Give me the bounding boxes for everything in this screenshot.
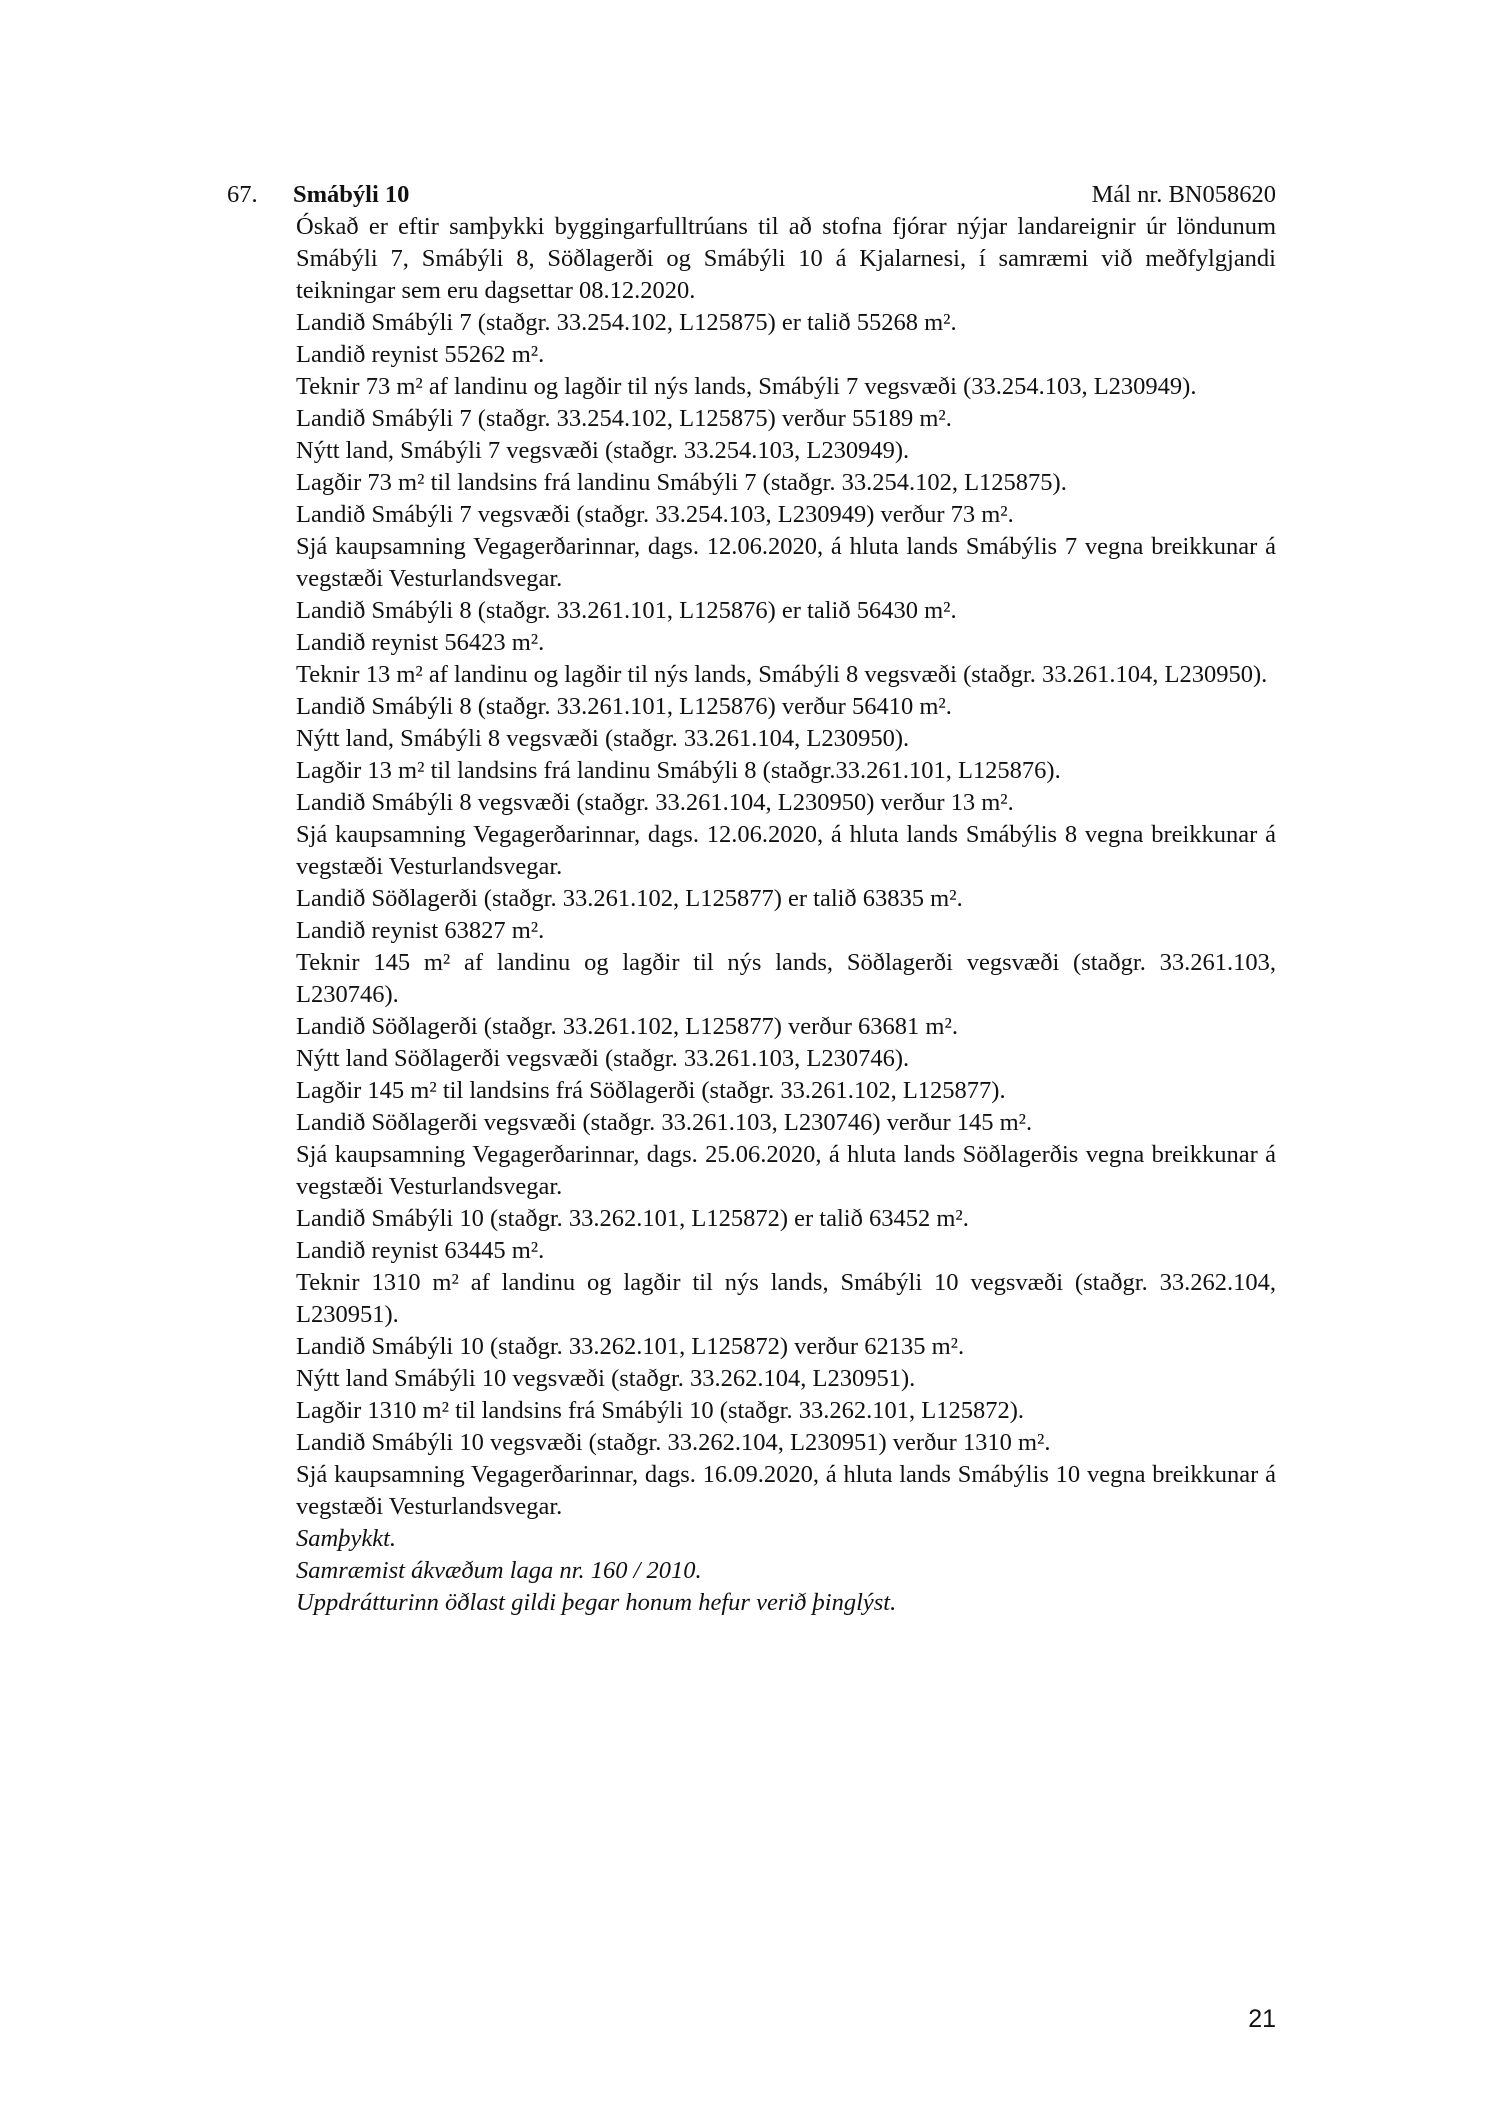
decision-registration-note: Uppdrátturinn öðlast gildi þegar honum hefur verið þinglýst. — [296, 1589, 897, 1616]
paragraph: Landið Smábýli 8 vegsvæði (staðgr. 33.261.104, L230950) verður 13 m². — [296, 789, 1014, 816]
item-number: 67. — [227, 181, 258, 208]
paragraph: Landið Söðlagerði vegsvæði (staðgr. 33.261.103, L230746) verður 145 m². — [296, 1109, 1033, 1136]
paragraph: Sjá kaupsamning Vegagerðarinnar, dags. 25.06.2020, á hluta lands Söðlagerðis vegna breikkunar á vegstæði Vesturlandsvegar. — [296, 1141, 1276, 1200]
paragraph: Landið Söðlagerði (staðgr. 33.261.102, L125877) verður 63681 m². — [296, 1013, 958, 1040]
paragraph: Óskað er eftir samþykki byggingarfulltrúans til að stofna fjórar nýjar landareignir úr löndunum Smábýli 7, Smábýli 8, Söðlagerði og Smábýli 10 á Kjalarnesi, í samræmi við meðfylgjandi teikningar sem eru dagsettar 08.12.2020. — [296, 213, 1276, 304]
paragraph: Landið Smábýli 7 (staðgr. 33.254.102, L125875) er talið 55268 m². — [296, 309, 957, 336]
paragraph: Landið Smábýli 10 (staðgr. 33.262.101, L125872) er talið 63452 m². — [296, 1205, 969, 1232]
item-body — [296, 211, 1276, 1619]
paragraph: Teknir 1310 m² af landinu og lagðir til nýs lands, Smábýli 10 vegsvæði (staðgr. 33.262.104, L230951). — [296, 1269, 1276, 1328]
agenda-item-header — [227, 178, 1276, 211]
paragraph: Lagðir 145 m² til landsins frá Söðlagerði (staðgr. 33.261.102, L125877). — [296, 1077, 1006, 1104]
paragraph: Landið Smábýli 10 (staðgr. 33.262.101, L125872) verður 62135 m². — [296, 1333, 965, 1360]
paragraph: Landið Smábýli 8 (staðgr. 33.261.101, L125876) er talið 56430 m². — [296, 597, 957, 624]
paragraph: Lagðir 1310 m² til landsins frá Smábýli 10 (staðgr. 33.262.101, L125872). — [296, 1397, 1024, 1424]
paragraph: Landið Smábýli 10 vegsvæði (staðgr. 33.262.104, L230951) verður 1310 m². — [296, 1429, 1051, 1456]
paragraph: Lagðir 73 m² til landsins frá landinu Smábýli 7 (staðgr. 33.254.102, L125875). — [296, 469, 1067, 496]
paragraph: Nýtt land Smábýli 10 vegsvæði (staðgr. 33.262.104, L230951). — [296, 1365, 916, 1392]
paragraph: Landið reynist 56423 m². — [296, 629, 545, 656]
paragraph: Sjá kaupsamning Vegagerðarinnar, dags. 16.09.2020, á hluta lands Smábýlis 10 vegna breikkunar á vegstæði Vesturlandsvegar. — [296, 1461, 1276, 1520]
paragraph: Landið reynist 55262 m². — [296, 341, 545, 368]
paragraph: Landið Söðlagerði (staðgr. 33.261.102, L125877) er talið 63835 m². — [296, 885, 963, 912]
paragraph: Nýtt land, Smábýli 7 vegsvæði (staðgr. 33.254.103, L230949). — [296, 437, 910, 464]
paragraph: Teknir 145 m² af landinu og lagðir til nýs lands, Söðlagerði vegsvæði (staðgr. 33.261.103, L230746). — [296, 949, 1276, 1008]
paragraph: Landið reynist 63445 m². — [296, 1237, 545, 1264]
paragraph: Nýtt land, Smábýli 8 vegsvæði (staðgr. 33.261.104, L230950). — [296, 725, 910, 752]
paragraph: Teknir 73 m² af landinu og lagðir til nýs lands, Smábýli 7 vegsvæði (33.254.103, L230949). — [296, 373, 1197, 400]
paragraph: Landið Smábýli 7 (staðgr. 33.254.102, L125875) verður 55189 m². — [296, 405, 952, 432]
case-number: Mál nr. BN058620 — [1091, 181, 1276, 208]
decision-law-reference: Samræmist ákvæðum laga nr. 160 / 2010. — [296, 1557, 702, 1584]
item-title: Smábýli 10 — [293, 181, 410, 208]
page-number: 21 — [1248, 2005, 1276, 2033]
paragraph: Landið reynist 63827 m². — [296, 917, 545, 944]
paragraph: Sjá kaupsamning Vegagerðarinnar, dags. 12.06.2020, á hluta lands Smábýlis 7 vegna breikkunar á vegstæði Vesturlandsvegar. — [296, 533, 1276, 592]
paragraph: Landið Smábýli 7 vegsvæði (staðgr. 33.254.103, L230949) verður 73 m². — [296, 501, 1014, 528]
paragraph: Teknir 13 m² af landinu og lagðir til nýs lands, Smábýli 8 vegsvæði (staðgr. 33.261.104, L230950). — [296, 661, 1268, 688]
paragraph: Landið Smábýli 8 (staðgr. 33.261.101, L125876) verður 56410 m². — [296, 693, 952, 720]
paragraph: Nýtt land Söðlagerði vegsvæði (staðgr. 33.261.103, L230746). — [296, 1045, 910, 1072]
paragraph: Lagðir 13 m² til landsins frá landinu Smábýli 8 (staðgr.33.261.101, L125876). — [296, 757, 1061, 784]
paragraph: Sjá kaupsamning Vegagerðarinnar, dags. 12.06.2020, á hluta lands Smábýlis 8 vegna breikkunar á vegstæði Vesturlandsvegar. — [296, 821, 1276, 880]
decision-approved: Samþykkt. — [296, 1525, 396, 1552]
